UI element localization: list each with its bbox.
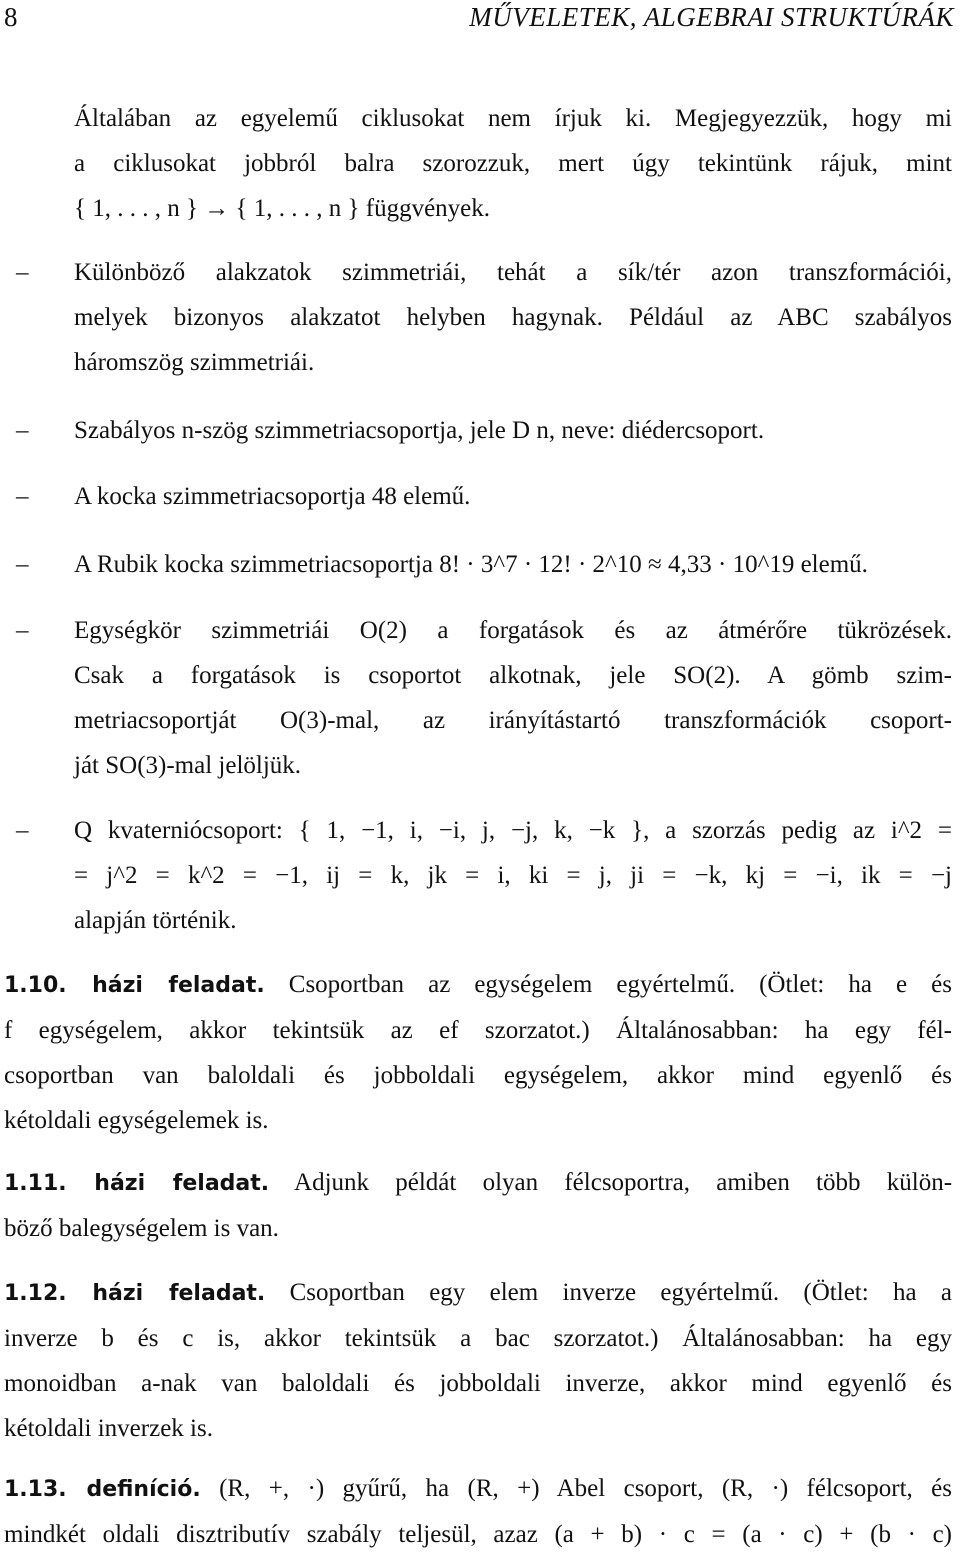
text-line: Különböző alakzatok szimmetriái, tehát a sík/tér azon transzformációi, xyxy=(74,259,952,286)
text-line: f egységelem, akkor tekintsük az ef szorzatot.) Általánosabban: ha egy fél- xyxy=(4,1017,952,1044)
text-line: kétoldali inverzek is. xyxy=(4,1415,213,1442)
text-line: Általában az egyelemű ciklusokat nem írjuk ki. Megjegyezzük, hogy mi xyxy=(74,105,952,132)
text-fragment: (R, +, ·) gyűrű, ha (R, +) Abel csoport, (R, ·) félcsoport, és xyxy=(219,1475,952,1502)
list-item xyxy=(16,808,952,943)
text-line: csoportban van baloldali és jobboldali egységelem, akkor mind egyenlő és xyxy=(4,1062,952,1089)
text-line xyxy=(4,1270,952,1316)
text-line: Csak a forgatások is csoportot alkotnak, jele SO(2). A gömb szim- xyxy=(74,662,952,689)
text-line: Egységkör szimmetriái O(2) a forgatások és az átmérőre tükrözések. xyxy=(74,617,952,644)
text-line: ját SO(3)-mal jelöljük. xyxy=(74,752,302,779)
list-item xyxy=(16,250,952,385)
text-fragment: Adjunk példát olyan félcsoportra, amiben több külön- xyxy=(294,1169,953,1196)
text-line: Q kvaterniócsoport: { 1, −1, i, −i, j, −j, k, −k }, a szorzás pedig az i^2 = xyxy=(74,817,952,844)
exercise-label: 1.12. házi feladat. xyxy=(4,1281,266,1306)
text-line: mindkét oldali disztributív szabály teljesül, azaz (a + b) · c = (a · c) + (b · c) xyxy=(4,1521,952,1548)
text-line: inverze b és c is, akkor tekintsük a bac szorzatot.) Általánosabban: ha egy xyxy=(4,1325,952,1352)
text-line: metriacsoportját O(3)-mal, az irányítástartó transzformációk csoport- xyxy=(74,707,952,734)
text-line: A kocka szimmetriacsoportja 48 elemű. xyxy=(74,483,471,510)
text-line xyxy=(4,1160,952,1206)
exercise-1-12 xyxy=(4,1270,952,1451)
list-item xyxy=(16,608,952,788)
list-item xyxy=(16,542,952,587)
list-dash: – xyxy=(16,417,29,444)
page-header xyxy=(0,0,954,40)
text-line: a ciklusokat jobbról balra szorozzuk, mert úgy tekintünk rájuk, mint xyxy=(74,150,952,177)
definition-1-13 xyxy=(4,1466,952,1557)
text-line: melyek bizonyos alakzatot helyben hagynak. Például az ABC szabályos xyxy=(74,304,952,331)
running-title: MŰVELETEK, ALGEBRAI STRUKTÚRÁK xyxy=(469,2,954,32)
list-item xyxy=(16,408,952,453)
page-number: 8 xyxy=(4,2,18,32)
text-line: alapján történik. xyxy=(74,907,237,934)
exercise-1-10 xyxy=(4,962,952,1143)
text-fragment: Csoportban egy elem inverze egyértelmű. (Ötlet: ha a xyxy=(289,1279,953,1306)
text-line: böző balegységelem is van. xyxy=(4,1215,279,1242)
exercise-1-11 xyxy=(4,1160,952,1251)
list-dash: – xyxy=(16,817,29,844)
text-line: { 1, . . . , n } → { 1, . . . , n } függvények. xyxy=(74,195,491,222)
text-fragment: Csoportban az egységelem egyértelmű. (Ötlet: ha e és xyxy=(288,971,953,998)
list-item xyxy=(16,474,952,519)
text-line xyxy=(4,962,952,1008)
definition-label: 1.13. definíció. xyxy=(4,1477,201,1502)
text-line: kétoldali egységelemek is. xyxy=(4,1107,269,1134)
list-dash: – xyxy=(16,259,29,286)
list-dash: – xyxy=(16,483,29,510)
list-dash: – xyxy=(16,551,29,578)
list-dash: – xyxy=(16,617,29,644)
text-line: Szabályos n-szög szimmetriacsoportja, jele D n, neve: diédercsoport. xyxy=(74,417,765,444)
exercise-label: 1.11. házi feladat. xyxy=(4,1171,270,1196)
intro-paragraph xyxy=(74,96,952,231)
text-line: háromszög szimmetriái. xyxy=(74,349,315,376)
text-line: monoidban a-nak van baloldali és jobboldali inverze, akkor mind egyenlő és xyxy=(4,1370,952,1397)
text-line: = j^2 = k^2 = −1, ij = k, jk = i, ki = j, ji = −k, kj = −i, ik = −j xyxy=(74,862,952,889)
exercise-label: 1.10. házi feladat. xyxy=(4,973,265,998)
text-line xyxy=(4,1466,952,1512)
text-line: A Rubik kocka szimmetriacsoportja 8! · 3^7 · 12! · 2^10 ≈ 4,33 · 10^19 elemű. xyxy=(74,551,868,578)
